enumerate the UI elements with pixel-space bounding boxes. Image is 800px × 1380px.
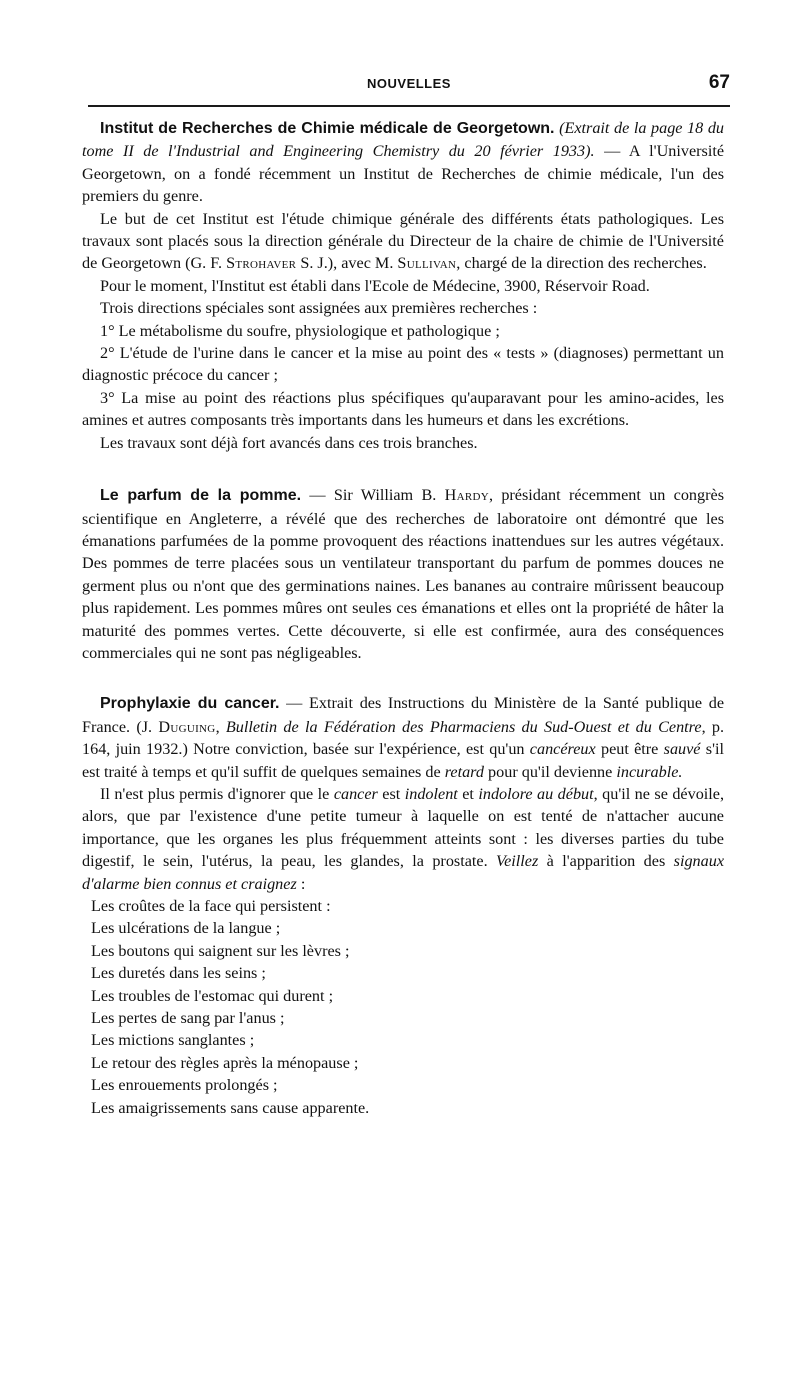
emphasis: cancer xyxy=(333,784,378,803)
header-rule xyxy=(88,105,730,107)
list-item: Le retour des règles après la ménopause ; xyxy=(91,1053,359,1072)
list-item: Les duretés dans les seins ; xyxy=(91,964,266,983)
emphasis: cancéreux xyxy=(529,740,596,759)
paragraph: Trois directions spéciales sont assignées aux premières recherches : xyxy=(100,299,538,318)
list-item: Les troubles de l'estomac qui durent ; xyxy=(91,986,334,1005)
article-georgetown-intro: Institut de Recherches de Chimie médicale de Georgetown. (Extrait de la page 18 du tome II de l'Industrial and Engineering Chemistry du 20 février 1933). — A l'Université Georgetown, on a fondé récemment un Institut de Recherches de chimie médicale, l'un des premiers du genre. xyxy=(82,119,725,206)
person-name: Strohaver xyxy=(226,254,297,273)
person-name: Sullivan xyxy=(397,254,457,273)
article-source: (Extrait de la page 18 du tome II de l'Industrial and Engineering Chemistry du 20 février 1933). xyxy=(82,119,725,161)
section-title: NOUVELLES xyxy=(367,76,451,91)
article-heading: Le parfum de la pomme. xyxy=(100,487,302,505)
list-item: Les enrouements prolongés ; xyxy=(91,1076,278,1095)
emphasis: sauvé xyxy=(663,740,701,759)
warning-signs-list xyxy=(82,895,724,1119)
article-heading: Institut de Recherches de Chimie médicale de Georgetown. xyxy=(100,120,555,137)
research-direction: 2° L'étude de l'urine dans le cancer et la mise au point des « tests » (diagnoses) permettant un diagnostic précoce du cancer ; xyxy=(82,344,724,385)
emphasis: incurable. xyxy=(616,762,683,781)
paragraph: Le but de cet Institut est l'étude chimique générale des différents états pathologiques. Les travaux sont placés sous la direction générale du Directeur de la chaire de chimie de l'Université de Georgetown (G. F. Strohaver S. J.), avec M. Sullivan, chargé de la direction des recherches. xyxy=(82,209,724,273)
page-number: 67 xyxy=(708,72,730,93)
paragraph: Il n'est plus permis d'ignorer que le cancer est indolent et indolore au début, qu'il ne se dévoile, alors, que par l'existence d'une petite tumeur à laquelle on est tenté de n'attacher aucune importance, que les organes les plus fréquemment atteints sont : les diverses parties du tube digestif, le sein, l'utérus, la peau, les glandes, la prostate. Veillez à l'apparition des signaux d'alarme bien connus et craignez : xyxy=(82,784,725,893)
list-item: Les boutons qui saignent sur les lèvres ; xyxy=(91,941,350,960)
list-item: Les pertes de sang par l'anus ; xyxy=(91,1009,285,1028)
list-item: Les amaigrissements sans cause apparente. xyxy=(91,1098,370,1117)
person-name: Duguing xyxy=(158,717,216,736)
list-item: Les croûtes de la face qui persistent : xyxy=(91,897,331,915)
emphasis: retard xyxy=(444,762,484,781)
research-direction: 1° Le métabolisme du soufre, physiologique et pathologique ; xyxy=(100,321,500,340)
article-apple-scent: Le parfum de la pomme. — Sir William B. Hardy, présidant récemment un congrès scientifique en Angleterre, a révélé que des recherches de laboratoire ont démontré que les émanations parfumées de la pomme provoquent des réactions inattendues sur les autres végétaux. Des pommes de terre placées sous un ventilateur transportant du parfum de pommes douces ne germent plus ou n'ont que des germinations naines. Les bananes au contraire mûrissent beaucoup plus rapidement. Les pommes mûres ont seules ces émanations et elles ont la propriété de hâter la maturité des pommes vertes. Cette découverte, si elle est confirmée, aura des conséquences commerciales qui ne sont pas négligeables. xyxy=(82,486,724,662)
emphasis: signaux d'alarme bien connus et craignez xyxy=(82,852,724,893)
article-heading: Prophylaxie du cancer. xyxy=(100,695,280,713)
paragraph: Pour le moment, l'Institut est établi dans l'Ecole de Médecine, 3900, Réservoir Road. xyxy=(100,276,650,295)
running-header xyxy=(88,74,730,100)
article-cancer-prophylaxis: Prophylaxie du cancer. — Extrait des Instructions du Ministère de la Santé publique de France. (J. Duguing, Bulletin de la Fédération des Pharmaciens du Sud-Ouest et du Centre, p. 164, juin 1932.) Notre conviction, basée sur l'expérience, est qu'un cancéreux peut être sauvé s'il est traité à temps et qu'il suffit de quelques semaines de retard pour qu'il devienne incurable. xyxy=(82,694,725,781)
emphasis: Veillez xyxy=(496,852,539,871)
list-item: Les ulcérations de la langue ; xyxy=(91,919,281,938)
page-body xyxy=(82,117,724,1119)
person-name: Hardy xyxy=(444,486,489,505)
paragraph: Les travaux sont déjà fort avancés dans ces trois branches. xyxy=(100,433,478,452)
emphasis: indolent xyxy=(404,784,458,803)
list-item: Les mictions sanglantes ; xyxy=(91,1031,255,1050)
emphasis: indolore au début xyxy=(478,784,594,803)
journal-title: Bulletin de la Fédération des Pharmaciens du Sud-Ouest et du Centre xyxy=(225,717,702,736)
research-direction: 3° La mise au point des réactions plus spécifiques qu'auparavant pour les amino-acides, les amines et autres composants très importants dans les humeurs et dans les excrétions. xyxy=(82,388,724,430)
